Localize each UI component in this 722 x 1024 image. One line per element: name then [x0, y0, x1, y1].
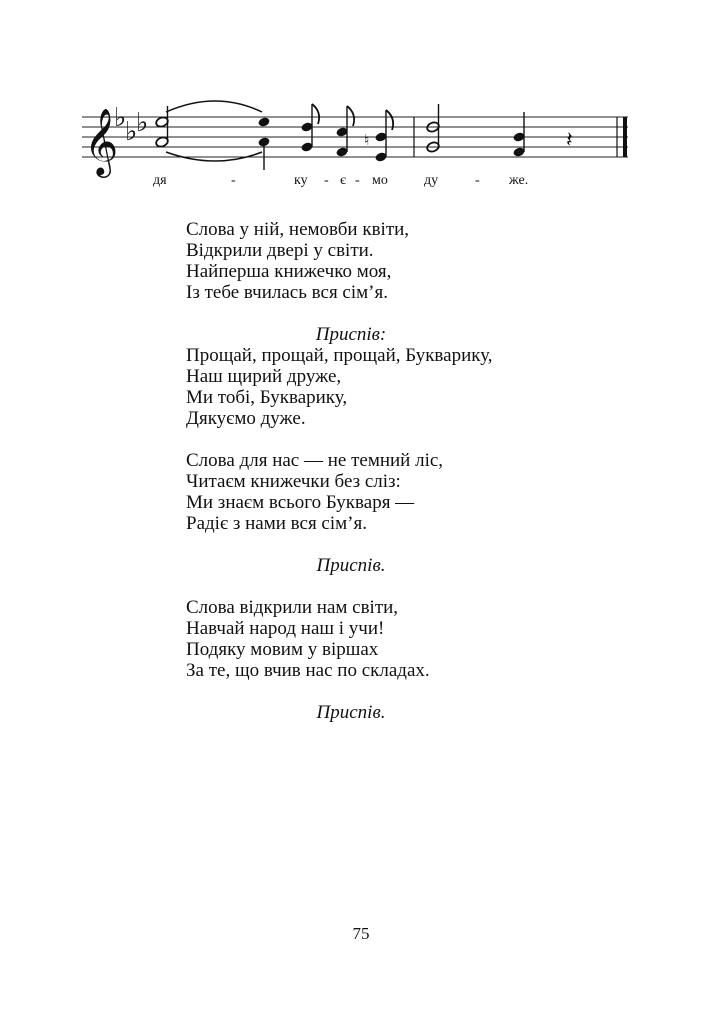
chorus-label: Приспів.: [316, 702, 386, 723]
chorus-repeat-1: [186, 555, 546, 576]
verse-line: Слова у ній, немовби квіти,: [186, 219, 410, 240]
verse-line: Навчай народ наш і учи!: [186, 618, 385, 639]
svg-text:♭: ♭: [114, 103, 127, 132]
verse-line: Із тебе вчилась вся сім’я.: [186, 282, 388, 303]
treble-clef-icon: 𝄞: [84, 109, 119, 174]
note-chord-2: [257, 116, 270, 170]
lyric-syllable: -: [475, 173, 480, 188]
verse-line: Найперша книжечко моя,: [186, 261, 392, 282]
note-quarter-chord: [512, 112, 525, 158]
lyric-syllable: мо: [372, 173, 388, 188]
chorus-label: Приспів.: [316, 555, 386, 576]
chorus-line: Дякуємо дуже.: [186, 408, 306, 429]
lyric-syllable: -: [355, 173, 360, 188]
quarter-rest-icon: 𝄽: [566, 127, 573, 152]
verse-line: За те, що вчив нас по складах.: [186, 660, 430, 681]
verse-line: Ми знаєм всього Букваря —: [186, 492, 415, 513]
verse-line: Відкрили двері у світи.: [186, 240, 374, 261]
verse-line: Слова відкрили нам світи,: [186, 597, 399, 618]
chorus: [186, 324, 546, 429]
note-eighth-3: [364, 110, 393, 163]
verse-line: Слова для нас — не темний ліс,: [186, 450, 444, 471]
verse-line: Подяку мовим у віршах: [186, 639, 379, 660]
verse-1: [186, 219, 546, 303]
chorus-label: Приспів:: [315, 324, 387, 345]
verse-2: [186, 450, 546, 534]
lyric-syllable: ду: [424, 173, 439, 188]
chorus-line: Ми тобі, Букварику,: [186, 387, 348, 408]
svg-text:♭: ♭: [136, 108, 149, 137]
lyric-syllable: є: [340, 173, 347, 188]
key-signature-flats-icon: [114, 103, 148, 146]
svg-text:♮: ♮: [364, 133, 370, 149]
lyric-syllable: -: [231, 173, 236, 188]
note-eighth-2: [335, 106, 354, 158]
lyric-syllable: -: [324, 173, 329, 188]
page-number: 75: [352, 924, 370, 943]
chorus-line: Прощай, прощай, прощай, Букварику,: [186, 345, 493, 366]
lyric-syllable: ку: [294, 173, 308, 188]
lyric-syllable: дя: [153, 173, 167, 188]
verse-3: [186, 597, 546, 681]
svg-text:♭: ♭: [125, 117, 138, 146]
song-text: [186, 219, 546, 723]
lyrics-line: [0, 166, 722, 196]
chorus-line: Наш щирий друже,: [186, 366, 342, 387]
note-eighth-1: [300, 104, 319, 153]
lyric-syllable: же.: [509, 173, 529, 188]
verse-line: Радіє з нами вся сім’я.: [186, 513, 367, 534]
note-half-chord: [426, 104, 440, 153]
chorus-repeat-2: [186, 702, 546, 723]
tie-arc: [166, 101, 262, 112]
verse-line: Читаєм книжечки без сліз:: [186, 471, 401, 492]
